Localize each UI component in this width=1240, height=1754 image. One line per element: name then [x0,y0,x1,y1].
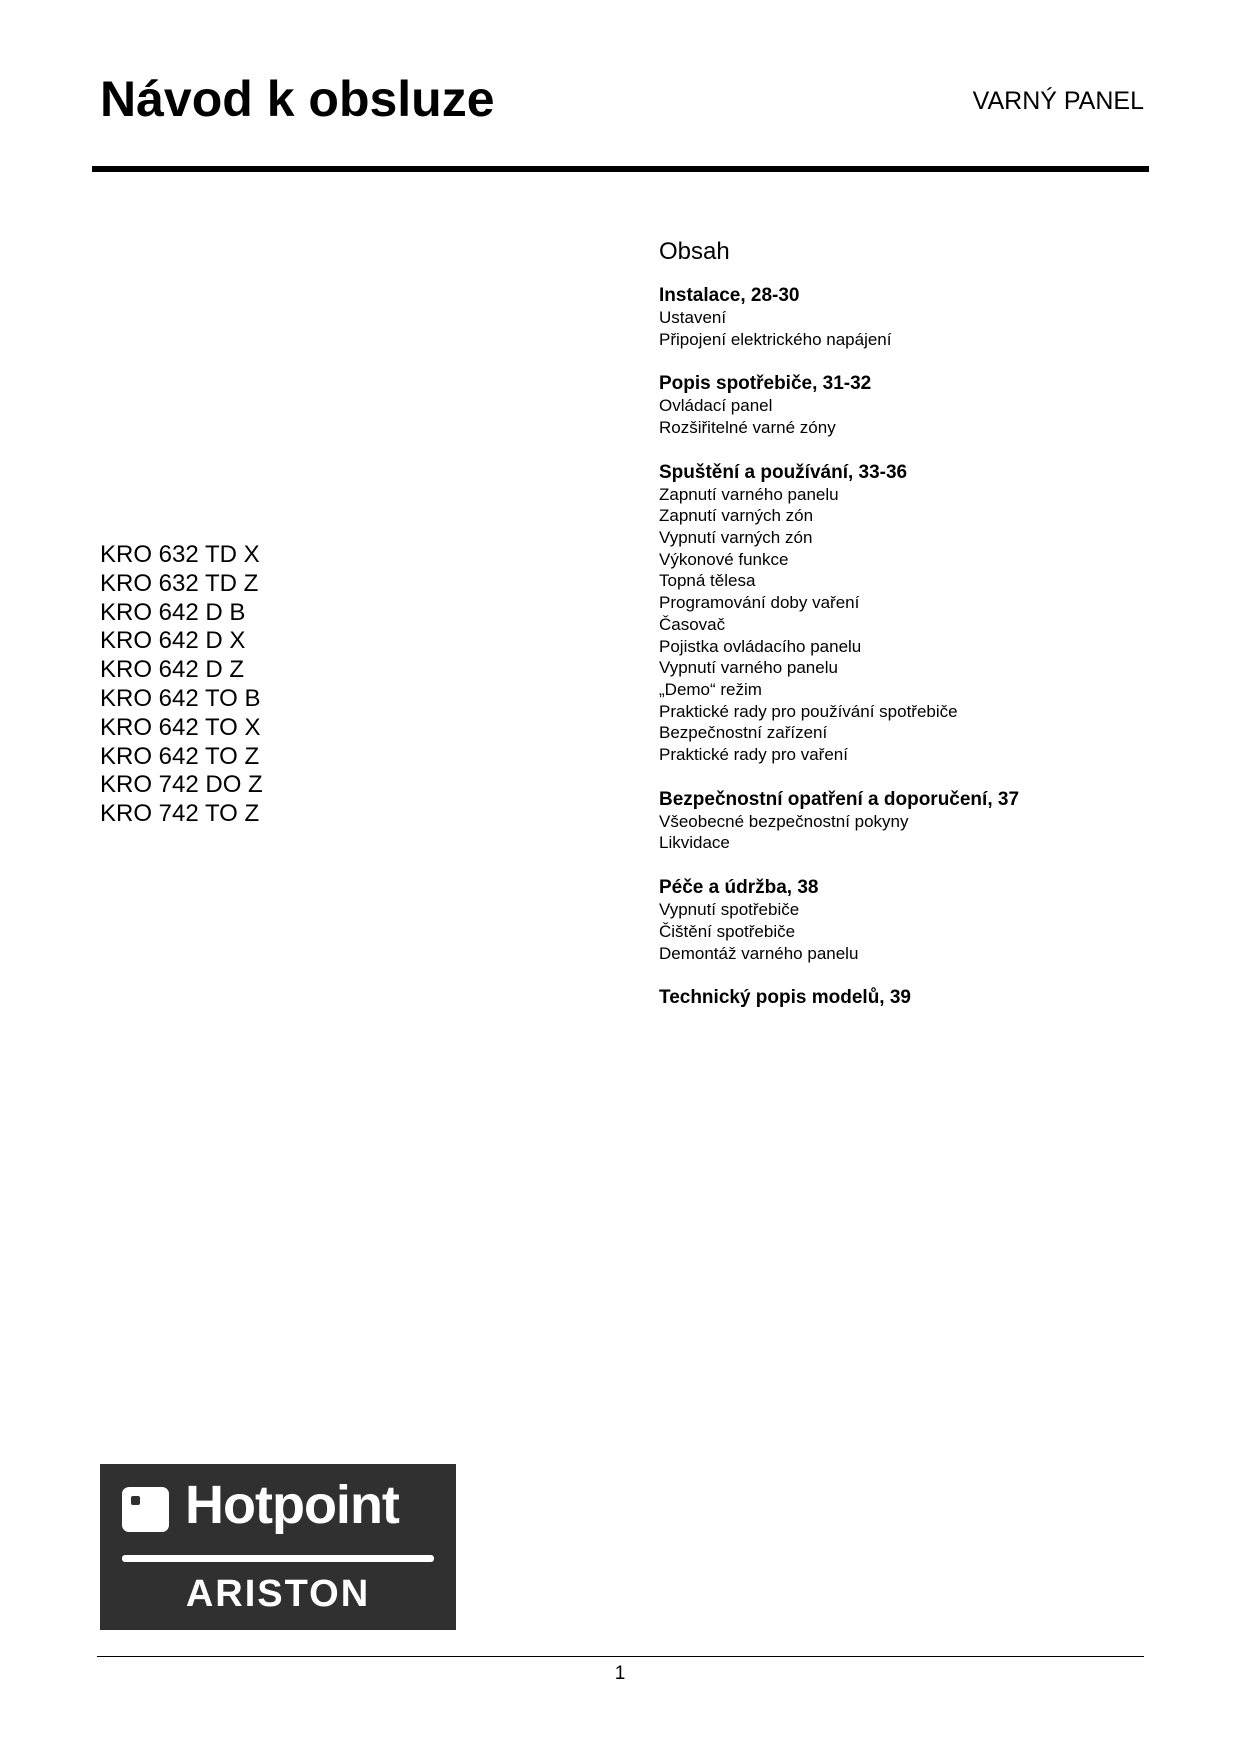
toc-item: Programování doby vaření [659,593,860,613]
model-name: KRO 642 D Z [100,656,245,684]
toc-section-title: Popis spotřebiče, 31-32 [659,373,872,395]
toc-item: Praktické rady pro používání spotřebiče [659,701,958,721]
toc-heading: Obsah [659,238,730,265]
toc-sections [659,284,1159,1009]
toc-section-title: Péče a údržba, 38 [659,877,819,899]
logo-sub-text: ARISTON [185,1573,371,1615]
toc-item: Výkonové funkce [659,549,789,569]
toc-item: Ovládací panel [659,396,773,416]
model-list [100,541,263,829]
toc-item: Demontáž varného panelu [659,943,859,963]
model-name: KRO 642 D X [100,627,246,655]
toc-section [659,284,1159,350]
model-name: KRO 742 DO Z [100,771,263,799]
toc-item: Pojistka ovládacího panelu [659,636,862,656]
model-name: KRO 632 TD Z [100,569,259,597]
toc-item: Vypnutí varného panelu [659,658,838,678]
model-name: KRO 642 TO Z [100,742,260,770]
toc-section-title: Instalace, 28-30 [659,284,800,306]
toc-item: Zapnutí varného panelu [659,484,839,504]
toc-section [659,372,1159,438]
toc-item: Vypnutí varných zón [659,528,813,548]
toc-item: Topná tělesa [659,571,756,591]
toc-section [659,986,1159,1009]
toc-section [659,788,1159,854]
model-name: KRO 632 TD X [100,541,260,568]
toc-item: Vypnutí spotřebiče [659,900,800,920]
toc-item: Všeobecné bezpečnostní pokyny [659,811,909,831]
model-name: KRO 742 TO Z [100,800,260,828]
toc-section-title: Technický popis modelů, 39 [659,987,911,1009]
model-name: KRO 642 D B [100,598,246,626]
table-of-contents [659,238,1159,1031]
logo-square-mark [122,1487,169,1532]
header-divider [92,166,1149,172]
toc-section [659,461,1159,766]
toc-item: Časovač [659,614,726,634]
toc-item: „Demo“ režim [659,679,762,699]
toc-section-title: Bezpečnostní opatření a doporučení, 37 [659,788,1020,810]
toc-item: Ustavení [659,307,727,327]
toc-item: Připojení elektrického napájení [659,329,892,349]
toc-item: Likvidace [659,833,730,853]
page-title: Návod k obsluze [100,71,495,127]
logo-brand-text: Hotpoint [185,1475,399,1535]
footer-divider [97,1656,1144,1657]
toc-item: Zapnutí varných zón [659,506,814,526]
page-number: 1 [614,1663,626,1684]
toc-item: Čištění spotřebiče [659,921,796,941]
model-name: KRO 642 TO B [100,684,261,712]
toc-item: Bezpečnostní zařízení [659,723,828,743]
toc-item: Rozšiřitelné varné zóny [659,417,836,437]
model-name: KRO 642 TO X [100,713,261,741]
document-subtitle: VARNÝ PANEL [972,87,1144,115]
toc-section [659,876,1159,964]
logo-divider [122,1555,434,1562]
brand-logo [100,1464,456,1630]
toc-item: Praktické rady pro vaření [659,745,848,765]
toc-section-title: Spuštění a používání, 33-36 [659,461,908,483]
